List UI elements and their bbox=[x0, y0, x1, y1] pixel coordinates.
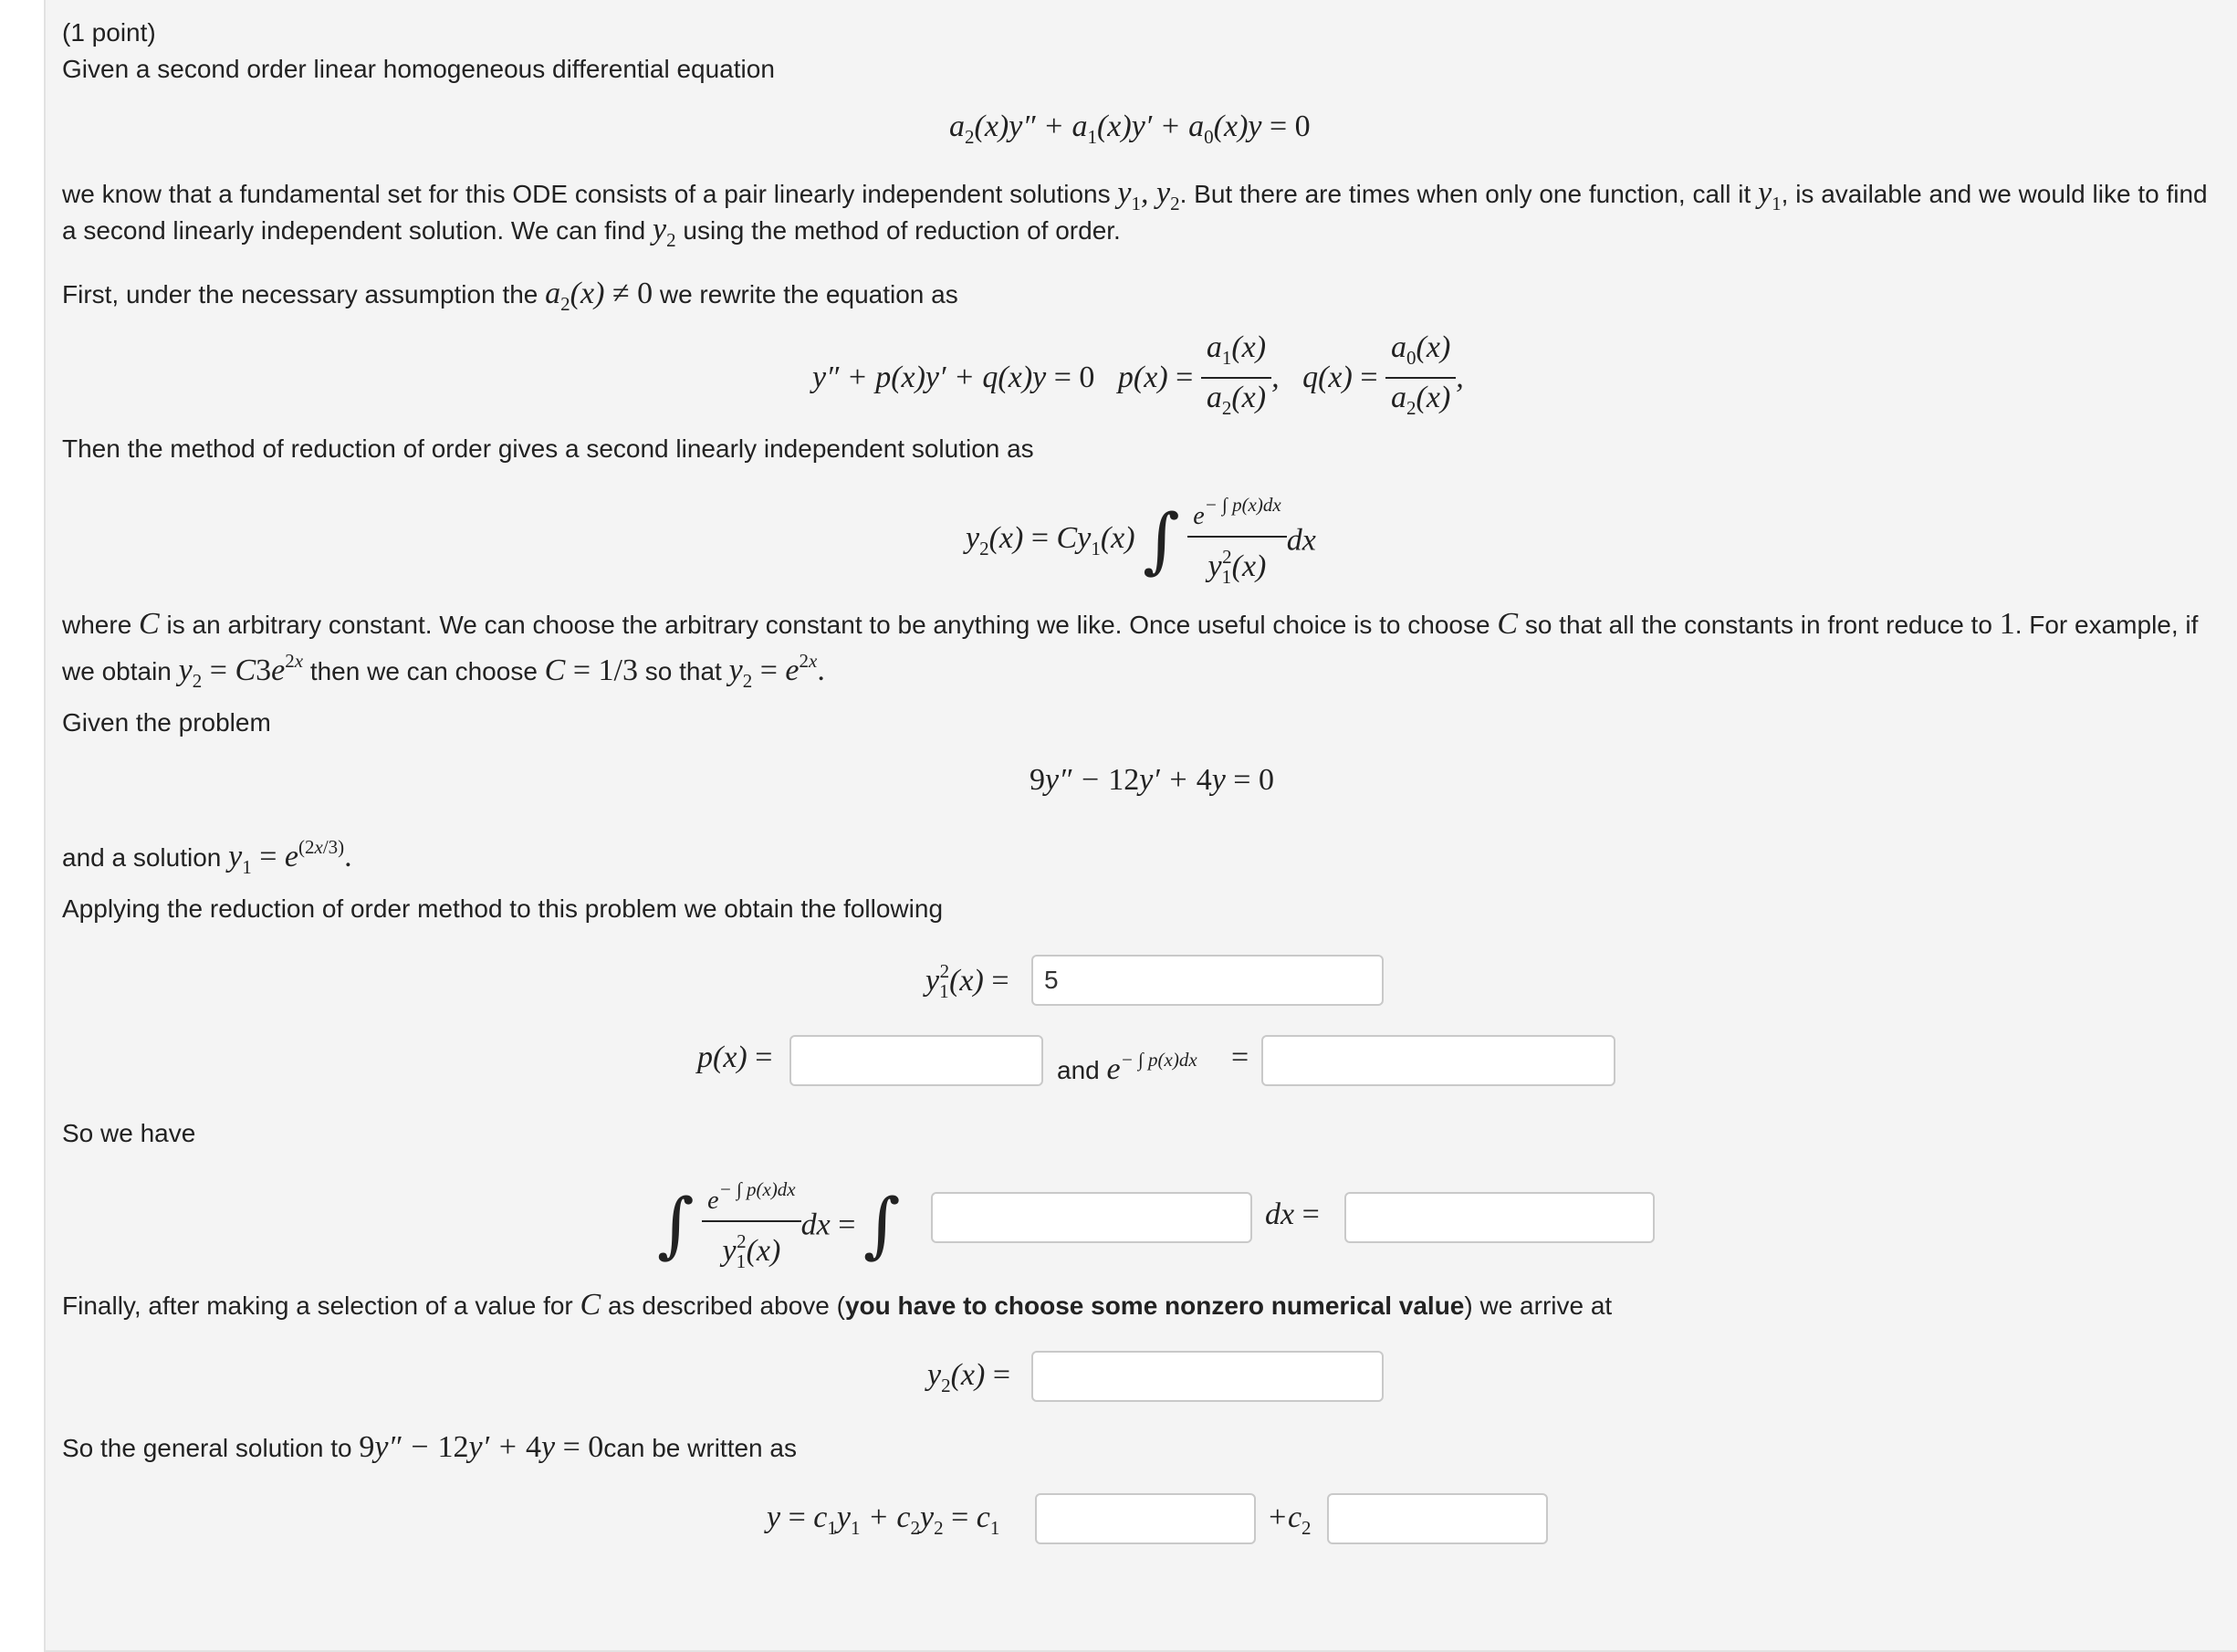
points-label: (1 point) bbox=[62, 18, 156, 47]
math-C-2: C bbox=[1497, 607, 1519, 641]
c1-coefficient-input[interactable] bbox=[1035, 1493, 1256, 1544]
math-a2-nonzero: $a_2(x) \ne 0$ bbox=[545, 277, 653, 315]
integral-sign: ∫ bbox=[1143, 499, 1180, 582]
integral-result-input[interactable] bbox=[1344, 1192, 1655, 1243]
fundamental-text-2b: using the method of reduction of order. bbox=[683, 216, 1121, 245]
c2-label-text: +c bbox=[1267, 1500, 1302, 1534]
where-line-1 bbox=[62, 606, 2198, 643]
dx-equals: dx = bbox=[1265, 1197, 1320, 1231]
fundamental-set-line-2 bbox=[62, 212, 1121, 258]
specific-ode: 9y″ − 12y′ + 4y = 0 bbox=[1030, 763, 1274, 797]
general-text-a: So the general solution to bbox=[62, 1434, 352, 1462]
y2-label: $y_2(x)$ = bbox=[927, 1358, 1011, 1396]
math-C-equals-third: C = 1/3 bbox=[544, 653, 638, 687]
general-solution-line bbox=[62, 1429, 797, 1467]
where-text-c: so that all the constants in front reduce to bbox=[1524, 611, 1992, 639]
math-y1-y2: $y_1$, $y_2$ bbox=[1117, 176, 1180, 214]
math-exp-neg-int-p: $e^{- \int p(x)dx}$ bbox=[1106, 1049, 1197, 1086]
math-y2-e2x: $y_2 = e^{2x}$. bbox=[728, 650, 825, 692]
exp-neg-int-p-input[interactable] bbox=[1261, 1035, 1615, 1086]
exp-label bbox=[1057, 1041, 1197, 1089]
where-text-b: is an arbitrary constant. We can choose the arbitrary constant to be anything we like. Once useful choice is to choose bbox=[166, 611, 1490, 639]
integral-equation-left: ∫ $\frac{e^{- \int p(x)dx}}{y_1^2(x)}$ dx = ∫ bbox=[657, 1170, 901, 1281]
finally-line bbox=[62, 1287, 1612, 1324]
c2-label: $+c_2$ bbox=[1267, 1500, 1312, 1539]
problem-panel bbox=[44, 0, 2237, 1652]
y1-squared-label: $y_1^2(x)$ = bbox=[925, 960, 1009, 1002]
where-text-2a: we obtain bbox=[62, 657, 172, 685]
where-text-2b: then we can choose bbox=[309, 657, 538, 685]
math-y1-solution: $y_1 = e^{(2x/3)}$. bbox=[228, 836, 352, 878]
reduction-fraction: $\frac{e^{- \int p(x)dx}}{y_1^2(x)}$ bbox=[1187, 486, 1287, 596]
integral-sign-2: ∫ bbox=[657, 1184, 695, 1267]
general-text-b: can be written as bbox=[603, 1434, 797, 1462]
where-text-a: where bbox=[62, 611, 132, 639]
given-problem-text: Given the problem bbox=[62, 708, 271, 737]
fundamental-text-c: , is available and we would like to find bbox=[1781, 180, 2208, 208]
where-text-d: . For example, if bbox=[2014, 611, 2199, 639]
math-C: C bbox=[139, 607, 160, 641]
math-y2-c3e2x: $y_2 = C3e^{2x}$ bbox=[178, 650, 304, 692]
integral-sign-3: ∫ bbox=[862, 1184, 901, 1267]
so-we-have-text: So we have bbox=[62, 1119, 196, 1147]
p-x-input[interactable] bbox=[789, 1035, 1043, 1086]
where-line-2 bbox=[62, 643, 825, 699]
applying-text: Applying the reduction of order method to this problem we obtain the following bbox=[62, 894, 944, 923]
finally-text-a: Finally, after making a selection of a value for bbox=[62, 1291, 573, 1320]
y1-squared-input[interactable]: 5 bbox=[1031, 955, 1384, 1006]
math-y1: $y_1$ bbox=[1758, 176, 1782, 214]
integrand-input[interactable] bbox=[931, 1192, 1252, 1243]
and-solution-text: and a solution bbox=[62, 843, 222, 872]
fundamental-text-a: we know that a fundamental set for this ODE consists of a pair linearly independent solutions bbox=[62, 180, 1111, 208]
then-text: Then the method of reduction of order gives a second linearly independent solution as bbox=[62, 434, 1034, 463]
math-one: 1 bbox=[1999, 607, 2015, 641]
general-solution-label: $y = c_1y_1 + c_2y_2 = c_1$ bbox=[767, 1500, 1000, 1539]
finally-text-b: as described above ( bbox=[608, 1291, 845, 1320]
exp-equals: = bbox=[1231, 1040, 1249, 1074]
c2-coefficient-input[interactable] bbox=[1327, 1493, 1548, 1544]
first-text-b: we rewrite the equation as bbox=[659, 280, 958, 308]
general-ode-equation: $a_2(x)y'' + a_1(x)y' + a_0(x)y = 0$ bbox=[949, 110, 1311, 148]
p-x-label: p(x) = bbox=[697, 1040, 773, 1074]
c1-label: c bbox=[976, 1500, 990, 1534]
and-text: and bbox=[1057, 1056, 1100, 1084]
integral-fraction: $\frac{e^{- \int p(x)dx}}{y_1^2(x)}$ bbox=[702, 1170, 801, 1281]
y2-input[interactable] bbox=[1031, 1351, 1384, 1402]
intro-text: Given a second order linear homogeneous differential equation bbox=[62, 55, 775, 83]
p-fraction: $\frac{a_1(x)}{a_2(x)}$ bbox=[1201, 329, 1271, 427]
math-y2: $y_2$ bbox=[653, 213, 676, 251]
math-C-3: C bbox=[580, 1288, 601, 1322]
standard-form-equation: y″ + p(x)y′ + q(x)y = 0 p(x) = $\frac{a_1(x)}{a_2(x)}$ , q(x) = $\frac{a_0(x)}{a_2(x)}$ , bbox=[812, 329, 1464, 427]
q-fraction: $\frac{a_0(x)}{a_2(x)}$ bbox=[1385, 329, 1456, 427]
first-assumption-line bbox=[62, 276, 958, 322]
reduction-formula: $y_2(x) = Cy_1(x)$ ∫ $\frac{e^{- \int p(x)dx}}{y_1^2(x)}$ dx bbox=[966, 486, 1316, 596]
finally-text-c: ) we arrive at bbox=[1464, 1291, 1613, 1320]
where-text-2c: so that bbox=[644, 657, 722, 685]
fundamental-text-b: . But there are times when only one function, call it bbox=[1179, 180, 1751, 208]
fundamental-text-2a: a second linearly independent solution. We can find bbox=[62, 216, 646, 245]
math-specific-ode-inline: 9y″ − 12y′ + 4y = 0 bbox=[359, 1430, 604, 1464]
and-solution-line bbox=[62, 829, 352, 885]
first-text-a: First, under the necessary assumption the bbox=[62, 280, 538, 308]
finally-bold-text: you have to choose some nonzero numerical value bbox=[844, 1291, 1465, 1320]
